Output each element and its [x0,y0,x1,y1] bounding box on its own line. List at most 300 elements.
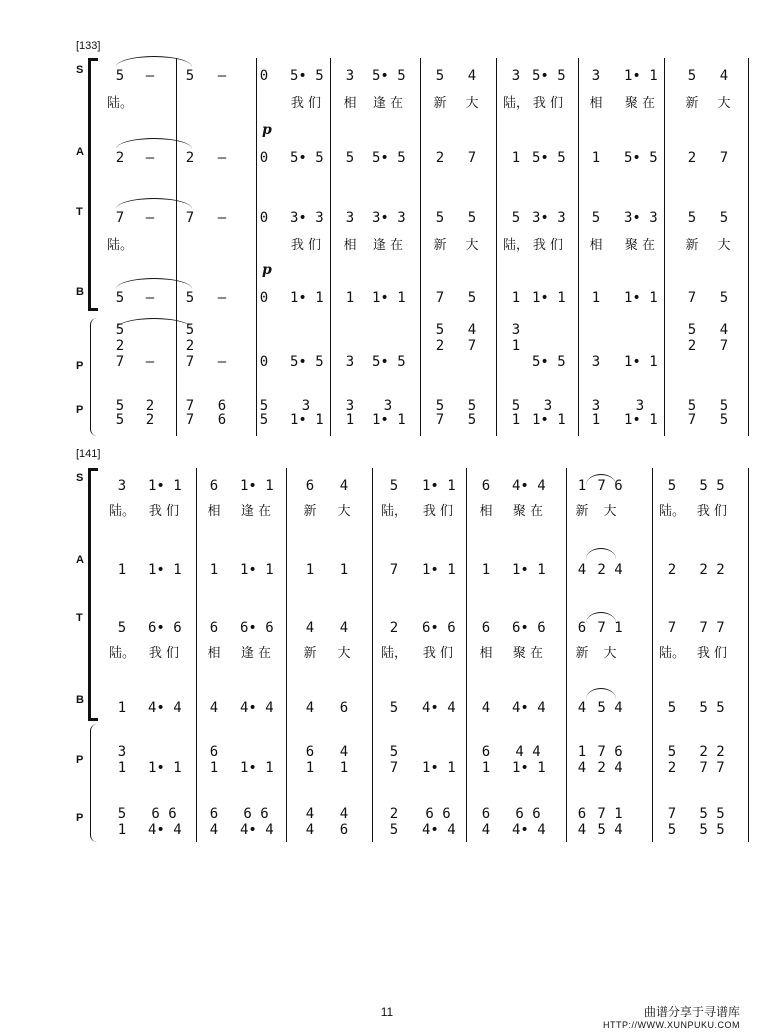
note-piano-rh-mid-0: 2 [115,338,125,354]
note-soprano-13: 5 5 [699,478,725,494]
note-soprano-1: 1• 1 [148,478,182,494]
note-piano-lh-top-14: 5 [687,398,697,414]
barline [664,58,665,436]
lyric-soprano-lyrics-11: 我 们 [532,96,564,111]
note-piano-lh-top-5: 4 [339,806,349,822]
note-piano-rh-11: 2 4 [597,760,623,776]
note-piano-lh-top-9: 5 [467,398,477,414]
note-alto-7: 1• 1 [422,562,456,578]
note-bass-4: 4 [305,700,315,716]
lyric-soprano-lyrics-14: 新 [685,96,699,111]
note-bass-2: 5 [185,290,195,306]
note-alto-10: 4 [577,562,587,578]
barline [256,58,257,436]
note-bass-5: 6 [339,700,349,716]
part-label-p1-2: P [76,754,84,766]
note-alto-6: 7 [389,562,399,578]
note-piano-lh-6: 5 [389,822,399,838]
lyric-soprano-lyrics-12: 相 [589,96,603,111]
lyric-soprano-lyrics-11: 大 [603,504,617,519]
note-alto-13: 5• 5 [624,150,658,166]
lyric-soprano-lyrics-7: 我 们 [422,504,454,519]
note-piano-rh-7: 1• 1 [422,760,456,776]
part-label-p2: P [76,404,84,416]
note-piano-lh-0: 5 [115,412,125,428]
note-tenor-11: 7 1 [597,620,623,636]
note-piano-rh-top-8: 5 [435,322,445,338]
note-soprano-5: 4 [339,478,349,494]
note-bass-11: 1• 1 [532,290,566,306]
note-piano-lh-top-8: 5 [435,398,445,414]
lyric-soprano-lyrics-8: 新 [433,96,447,111]
note-alto-3: 1• 1 [240,562,274,578]
barline [466,468,467,842]
note-tenor-12: 5 [591,210,601,226]
lyric-tenor-lyrics-11: 我 们 [532,238,564,253]
note-piano-lh-top-3: 6 [217,398,227,414]
note-piano-rh-mid-14: 2 [687,338,697,354]
note-tenor-11: 3• 3 [532,210,566,226]
lyric-tenor-lyrics-5: 大 [337,646,351,661]
watermark [603,1003,740,1030]
part-label-b: B [76,286,84,298]
note-alto-0: 2 [115,150,125,166]
note-piano-lh-top-0: 5 [117,806,127,822]
lyric-tenor-lyrics-10: 新 [575,646,589,661]
note-bass-1: 4• 4 [148,700,182,716]
note-piano-rh-top-2: 6 [209,744,219,760]
note-bass-9: 5 [467,290,477,306]
note-piano-rh-5: 5• 5 [290,354,324,370]
note-bass-0: 1 [117,700,127,716]
note-piano-rh-mid-8: 2 [435,338,445,354]
lyric-soprano-lyrics-10: 新 [575,504,589,519]
note-piano-lh-5: 6 [339,822,349,838]
note-tenor-5: 4 [339,620,349,636]
note-piano-lh-12: 5 [667,822,677,838]
note-piano-rh-0: 7 [115,354,125,370]
note-piano-lh-1: 2 [145,412,155,428]
lyric-soprano-lyrics-3: 逢 在 [240,504,272,519]
note-bass-9: 4• 4 [512,700,546,716]
note-piano-lh-top-0: 5 [115,398,125,414]
note-piano-lh-top-12: 7 [667,806,677,822]
lyric-tenor-lyrics-7: 我 们 [422,646,454,661]
lyric-soprano-lyrics-0: 陆。 [108,504,135,519]
choir-bracket-top-2 [88,468,98,477]
watermark-url: HTTP://WWW.XUNPUKU.COM [603,1020,740,1030]
note-bass-13: 1• 1 [624,290,658,306]
note-piano-rh-top-2: 5 [185,322,195,338]
barline [496,58,497,436]
note-piano-rh-6: 3 [345,354,355,370]
note-piano-rh-7: 5• 5 [372,354,406,370]
lyric-soprano-lyrics-5: 大 [337,504,351,519]
note-alto-4: 1 [305,562,315,578]
lyric-soprano-lyrics-9: 聚 在 [512,504,544,519]
note-piano-lh-8: 4 [481,822,491,838]
note-piano-rh-13: 7 7 [699,760,725,776]
note-alto-12: 1 [591,150,601,166]
lyric-tenor-lyrics-4: 新 [303,646,317,661]
note-bass-7: 4• 4 [422,700,456,716]
note-piano-lh-top-12: 3 [591,398,601,414]
note-alto-11: 5• 5 [532,150,566,166]
tie-bass [116,278,192,289]
note-tenor-4: 4 [305,620,315,636]
note-piano-lh-9: 4• 4 [512,822,546,838]
note-piano-lh-top-2: 6 [209,806,219,822]
note-soprano-6: 5 [389,478,399,494]
note-tenor-9: 5 [467,210,477,226]
note-soprano-13: 1• 1 [624,68,658,84]
lyric-tenor-lyrics-12: 陆。 [658,646,685,661]
lyric-soprano-lyrics-6: 相 [343,96,357,111]
note-bass-10: 1 [511,290,521,306]
note-piano-lh-4: 4 [305,822,315,838]
note-bass-3: — [217,290,227,306]
note-alto-8: 1 [481,562,491,578]
note-soprano-2: 5 [185,68,195,84]
note-tenor-13: 7 7 [699,620,725,636]
lyric-tenor-lyrics-15: 大 [717,238,731,253]
note-soprano-7: 1• 1 [422,478,456,494]
lyric-soprano-lyrics-9: 大 [465,96,479,111]
note-piano-rh-4: 1 [305,760,315,776]
piano-brace [90,318,97,436]
choir-bracket-2 [88,468,91,718]
note-bass-5: 1• 1 [290,290,324,306]
note-piano-lh-3: 6 [217,412,227,428]
note-piano-rh-5: 1 [339,760,349,776]
note-bass-8: 4 [481,700,491,716]
note-soprano-5: 5• 5 [290,68,324,84]
note-tenor-7: 3• 3 [372,210,406,226]
note-soprano-4: 6 [305,478,315,494]
lyric-soprano-lyrics-10: 陆， [502,96,529,111]
note-soprano-0: 5 [115,68,125,84]
note-piano-rh-top-9: 4 4 [515,744,541,760]
lyric-soprano-lyrics-4: 新 [303,504,317,519]
barline [176,58,177,436]
note-bass-14: 7 [687,290,697,306]
note-piano-lh-6: 1 [345,412,355,428]
lyric-soprano-lyrics-13: 我 们 [696,504,728,519]
choir-bracket [88,58,91,308]
lyric-soprano-lyrics-5: 我 们 [290,96,322,111]
note-soprano-14: 5 [687,68,697,84]
note-soprano-9: 4 [467,68,477,84]
note-piano-rh-8: 1 [481,760,491,776]
note-piano-lh-top-1: 2 [145,398,155,414]
note-tenor-10: 5 [511,210,521,226]
note-piano-lh-top-4: 5 [259,398,269,414]
note-alto-8: 2 [435,150,445,166]
barline [578,58,579,436]
note-piano-rh-2: 7 [185,354,195,370]
lyric-tenor-lyrics-8: 相 [479,646,493,661]
note-piano-rh-top-14: 5 [687,322,697,338]
barline [748,58,749,436]
rehearsal-mark-141: [141] [76,448,101,460]
note-piano-rh-0: 1 [117,760,127,776]
note-alto-15: 7 [719,150,729,166]
lyric-soprano-lyrics-2: 相 [207,504,221,519]
note-soprano-1: — [145,68,155,84]
note-tenor-14: 5 [687,210,697,226]
note-alto-7: 5• 5 [372,150,406,166]
note-tenor-9: 6• 6 [512,620,546,636]
barline [652,468,653,842]
lyric-tenor-lyrics-0: 陆。 [106,238,133,253]
note-piano-rh-top-12: 5 [667,744,677,760]
note-piano-lh-top-13: 3 [635,398,645,414]
note-soprano-12: 5 [667,478,677,494]
note-piano-lh-top-15: 5 [719,398,729,414]
note-piano-lh-9: 5 [467,412,477,428]
note-piano-rh-2: 1 [209,760,219,776]
note-tenor-15: 5 [719,210,729,226]
note-piano-rh-3: 1• 1 [240,760,274,776]
note-tenor-5: 3• 3 [290,210,324,226]
note-piano-rh-top-0: 5 [115,322,125,338]
note-tenor-0: 5 [117,620,127,636]
note-piano-lh-2: 4 [209,822,219,838]
note-tenor-8: 5 [435,210,445,226]
note-alto-14: 2 [687,150,697,166]
note-piano-rh-mid-15: 7 [719,338,729,354]
note-soprano-8: 5 [435,68,445,84]
lyric-tenor-lyrics-9: 聚 在 [512,646,544,661]
note-alto-1: — [145,150,155,166]
note-tenor-1: 6• 6 [148,620,182,636]
lyric-soprano-lyrics-13: 聚 在 [624,96,656,111]
note-piano-lh-11: 1• 1 [532,412,566,428]
lyric-soprano-lyrics-1: 我 们 [148,504,180,519]
barline [196,468,197,842]
note-piano-lh-top-13: 5 5 [699,806,725,822]
note-piano-rh-4: 0 [259,354,269,370]
note-bass-6: 1 [345,290,355,306]
note-bass-8: 7 [435,290,445,306]
note-piano-rh-top-5: 4 [339,744,349,760]
note-soprano-6: 3 [345,68,355,84]
note-piano-lh-1: 4• 4 [148,822,182,838]
note-soprano-10: 3 [511,68,521,84]
note-piano-lh-0: 1 [117,822,127,838]
choir-bracket-top [88,58,98,67]
note-soprano-3: 1• 1 [240,478,274,494]
note-bass-10: 4 [577,700,587,716]
slur-alto-2 [586,548,616,559]
note-bass-12: 1 [591,290,601,306]
note-soprano-15: 4 [719,68,729,84]
lyric-soprano-lyrics-15: 大 [717,96,731,111]
note-piano-lh-top-4: 4 [305,806,315,822]
note-piano-lh-top-6: 3 [345,398,355,414]
lyric-tenor-lyrics-12: 相 [589,238,603,253]
note-piano-lh-14: 7 [687,412,697,428]
dynamic-piano-bass: p [262,262,272,278]
lyric-tenor-lyrics-6: 陆， [380,646,407,661]
lyric-tenor-lyrics-2: 相 [207,646,221,661]
lyric-tenor-lyrics-0: 陆。 [108,646,135,661]
note-piano-rh-1: — [145,354,155,370]
note-piano-lh-top-2: 7 [185,398,195,414]
note-piano-rh-top-11: 7 6 [597,744,623,760]
note-piano-lh-13: 1• 1 [624,412,658,428]
part-label-s-2: S [76,472,84,484]
note-piano-rh-9: 1• 1 [512,760,546,776]
lyric-tenor-lyrics-8: 新 [433,238,447,253]
note-tenor-12: 7 [667,620,677,636]
note-soprano-3: — [217,68,227,84]
tie-soprano [116,56,192,67]
note-alto-2: 1 [209,562,219,578]
tie-tenor [116,198,192,209]
note-piano-rh-3: — [217,354,227,370]
lyric-tenor-lyrics-7: 逢 在 [372,238,404,253]
note-piano-rh-1: 1• 1 [148,760,182,776]
choir-bracket-bottom [88,302,98,311]
note-piano-lh-7: 4• 4 [422,822,456,838]
note-alto-6: 5 [345,150,355,166]
part-label-p1: P [76,360,84,372]
note-piano-rh-10: 4 [577,760,587,776]
note-piano-lh-5: 1• 1 [290,412,324,428]
lyric-tenor-lyrics-10: 陆， [502,238,529,253]
note-alto-10: 1 [511,150,521,166]
note-alto-13: 2 2 [699,562,725,578]
note-piano-lh-3: 4• 4 [240,822,274,838]
choir-bracket-bottom-2 [88,712,98,721]
note-tenor-1: — [145,210,155,226]
note-tenor-8: 6 [481,620,491,636]
lyric-tenor-lyrics-11: 大 [603,646,617,661]
note-alto-2: 2 [185,150,195,166]
note-bass-7: 1• 1 [372,290,406,306]
part-label-b-2: B [76,694,84,706]
note-soprano-4: 0 [259,68,269,84]
note-piano-rh-top-10: 1 [577,744,587,760]
note-piano-lh-top-6: 2 [389,806,399,822]
part-label-p2-2: P [76,812,84,824]
note-tenor-2: 7 [185,210,195,226]
note-bass-12: 5 [667,700,677,716]
note-piano-lh-10: 1 [511,412,521,428]
note-piano-lh-top-11: 3 [543,398,553,414]
note-piano-rh-top-8: 6 [481,744,491,760]
piano-brace-2 [90,724,97,842]
note-alto-12: 2 [667,562,677,578]
note-piano-rh-11: 5• 5 [532,354,566,370]
note-piano-lh-10: 4 [577,822,587,838]
rehearsal-mark-133: [133] [76,40,101,52]
note-piano-rh-mid-9: 7 [467,338,477,354]
note-piano-lh-12: 1 [591,412,601,428]
note-piano-lh-top-9: 6 6 [515,806,541,822]
note-alto-11: 2 4 [597,562,623,578]
note-tenor-10: 6 [577,620,587,636]
lyric-soprano-lyrics-8: 相 [479,504,493,519]
note-piano-lh-8: 7 [435,412,445,428]
note-bass-3: 4• 4 [240,700,274,716]
note-piano-lh-4: 5 [259,412,269,428]
lyric-tenor-lyrics-6: 相 [343,238,357,253]
note-soprano-10: 1 [577,478,587,494]
lyric-soprano-lyrics-7: 逢 在 [372,96,404,111]
note-tenor-13: 3• 3 [624,210,658,226]
lyric-tenor-lyrics-9: 大 [465,238,479,253]
note-bass-2: 4 [209,700,219,716]
note-tenor-3: — [217,210,227,226]
note-alto-1: 1• 1 [148,562,182,578]
page-number: 11 [380,1005,394,1019]
note-tenor-2: 6 [209,620,219,636]
note-tenor-4: 0 [259,210,269,226]
note-piano-rh-top-15: 4 [719,322,729,338]
lyric-tenor-lyrics-1: 我 们 [148,646,180,661]
barline [330,58,331,436]
note-piano-rh-13: 1• 1 [624,354,658,370]
note-alto-4: 0 [259,150,269,166]
lyric-soprano-lyrics-0: 陆。 [106,96,133,111]
note-piano-lh-7: 1• 1 [372,412,406,428]
note-soprano-7: 5• 5 [372,68,406,84]
note-soprano-12: 3 [591,68,601,84]
note-piano-rh-12: 2 [667,760,677,776]
part-label-t-2: T [76,612,83,624]
note-piano-rh-12: 3 [591,354,601,370]
lyric-tenor-lyrics-13: 聚 在 [624,238,656,253]
barline [420,58,421,436]
note-bass-1: — [145,290,155,306]
note-alto-9: 1• 1 [512,562,546,578]
watermark-title: 曲谱分享于寻谱库 [643,1005,740,1019]
note-piano-lh-top-5: 3 [301,398,311,414]
note-soprano-8: 6 [481,478,491,494]
part-label-a: A [76,146,84,158]
note-bass-6: 5 [389,700,399,716]
note-piano-rh-top-13: 2 2 [699,744,725,760]
note-soprano-11: 7 6 [597,478,623,494]
note-piano-lh-2: 7 [185,412,195,428]
note-piano-rh-6: 7 [389,760,399,776]
note-tenor-7: 6• 6 [422,620,456,636]
note-piano-lh-top-10: 5 [511,398,521,414]
note-bass-4: 0 [259,290,269,306]
part-label-a-2: A [76,554,84,566]
note-alto-5: 5• 5 [290,150,324,166]
note-alto-9: 7 [467,150,477,166]
note-piano-rh-mid-10: 1 [511,338,521,354]
note-piano-rh-top-9: 4 [467,322,477,338]
lyric-tenor-lyrics-5: 我 们 [290,238,322,253]
barline [748,468,749,842]
note-piano-rh-top-6: 5 [389,744,399,760]
lyric-tenor-lyrics-3: 逢 在 [240,646,272,661]
slur-bass-2 [586,688,616,699]
note-tenor-0: 7 [115,210,125,226]
barline [372,468,373,842]
lyric-soprano-lyrics-6: 陆， [380,504,407,519]
lyric-tenor-lyrics-14: 新 [685,238,699,253]
note-alto-0: 1 [117,562,127,578]
note-piano-lh-top-3: 6 6 [243,806,269,822]
note-tenor-3: 6• 6 [240,620,274,636]
dynamic-piano-alto: p [262,122,272,138]
part-label-t: T [76,206,83,218]
